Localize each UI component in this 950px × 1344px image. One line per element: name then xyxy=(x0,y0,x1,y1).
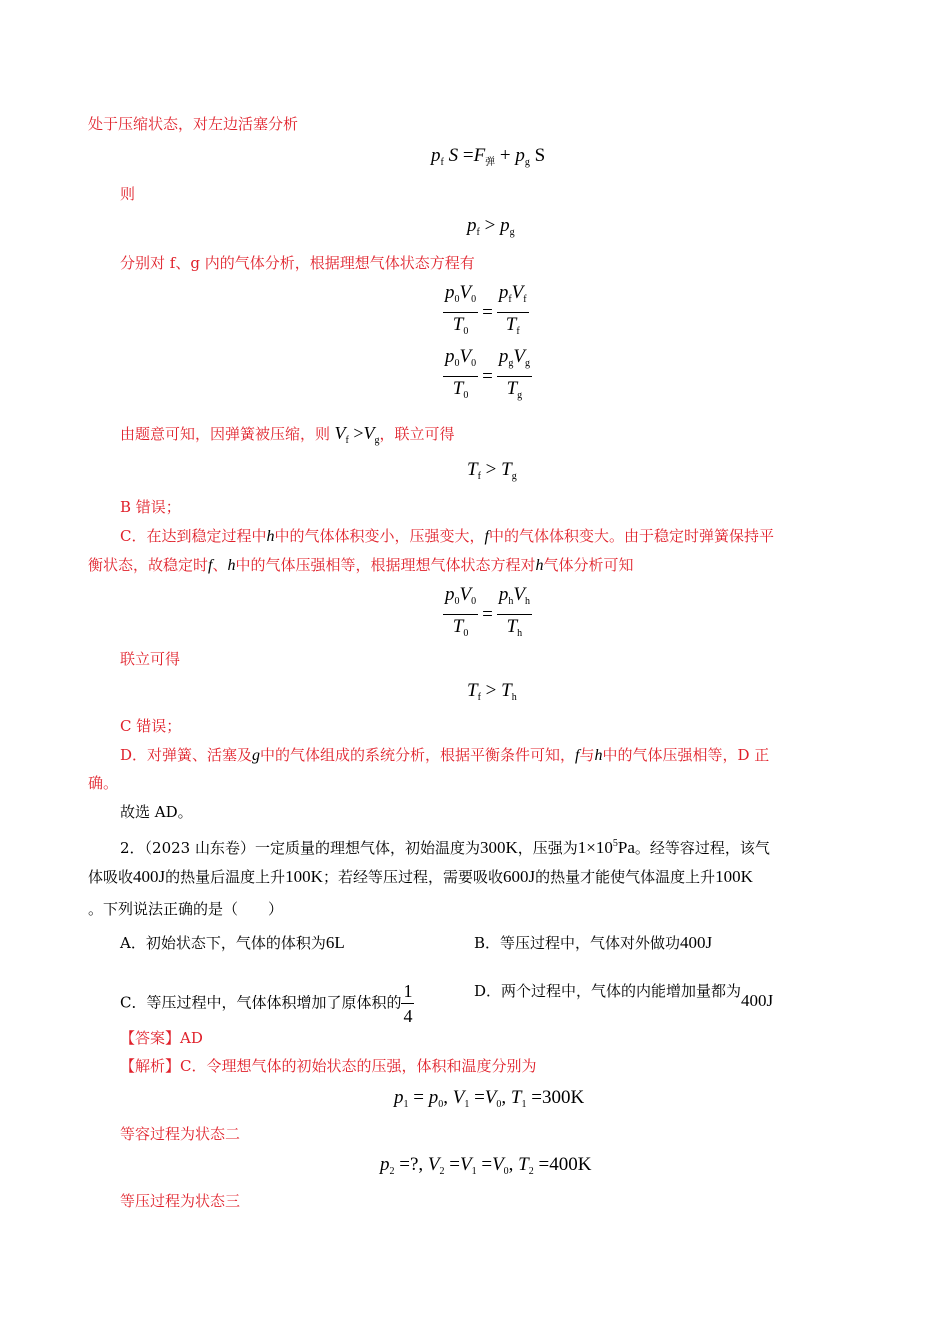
analysis-line: 【解析】C．令理想气体的初始状态的压强，体积和温度分别为 xyxy=(120,1057,537,1075)
text-line: 等压过程为状态三 xyxy=(120,1192,241,1210)
text-line: 则 xyxy=(120,185,136,203)
text-line: C 错误； xyxy=(120,717,182,735)
option-d: D．两个过程中，气体的内能增加量都为400J xyxy=(474,982,774,1010)
equation-pf-gt-pg: $p_f > p_g$ xyxy=(467,215,515,238)
equation-state-h: $\frac{p_0V_0}{T_0}$ = $\frac{p_hV_h}{T_h}$ xyxy=(445,584,530,639)
text-line: D．对弹簧、活塞及g中的气体组成的系统分析，根据平衡条件可知，f与h中的气体压强相等，D 正 xyxy=(120,746,770,764)
option-b: B．等压过程中，气体对外做功400J xyxy=(474,933,713,952)
text-line: 联立可得 xyxy=(120,650,181,668)
equation-state-two: $p_2$ =?, $V_2 =V_1 =V_0$, $T_2 =400K$ xyxy=(380,1154,592,1177)
answer-line: 【答案】AD xyxy=(120,1029,203,1047)
equation-state-g: $\frac{p_0V_0}{T_0}$ = $\frac{p_gV_g}{T_g}$ xyxy=(445,346,530,401)
text-line: 分别对 f、g 内的气体分析，根据理想气体状态方程有 xyxy=(120,254,475,272)
equation-force-balance: $p_f$ $S =F_弹 + p_g$ S xyxy=(431,145,546,168)
text-line: 故选 AD。 xyxy=(120,803,193,821)
question-line: 体吸收400J的热量后温度上升100K；若经等压过程，需要吸收600J的热量才能使气体温度上升100K xyxy=(88,867,753,886)
text-line: B 错误； xyxy=(120,498,181,516)
text-line: 等容过程为状态二 xyxy=(120,1125,241,1143)
question-line: 。下列说法正确的是（ ） xyxy=(88,900,284,918)
option-c: C．等压过程中，气体体积增加了原体积的 $\frac{1}{4}$ xyxy=(120,981,413,1026)
option-a: A．初始状态下，气体的体积为6L xyxy=(120,933,345,952)
text-line: 衡状态，故稳定时f、h中的气体压强相等，根据理想气体状态方程对h气体分析可知 xyxy=(88,556,634,574)
text-line: 确。 xyxy=(88,774,119,792)
question-line: 2．（2023 山东卷）一定质量的理想气体，初始温度为300K，压强为$1\times 10^5Pa$。经等容过程，该气 xyxy=(120,838,770,857)
equation-tf-gt-tg: $T_f > T_g$ xyxy=(467,459,517,482)
text-line: 由题意可知，因弹簧被压缩，则 $V_f >V_g$，联立可得 xyxy=(120,423,455,446)
equation-tf-gt-th: $T_f > T_h$ xyxy=(467,680,517,703)
text-line: 处于压缩状态，对左边活塞分析 xyxy=(88,115,299,133)
text-line: C．在达到稳定过程中h中的气体体积变小，压强变大，f中的气体体积变大。由于稳定时弹簧保持平 xyxy=(120,527,774,545)
equation-state-one: $p_1 = p_0$, $V_1 =V_0$, $T_1 =300K$ xyxy=(394,1087,585,1110)
equation-state-f: $\frac{p_0V_0}{T_0}$ = $\frac{p_fV_f}{T_f}$ xyxy=(445,282,527,337)
